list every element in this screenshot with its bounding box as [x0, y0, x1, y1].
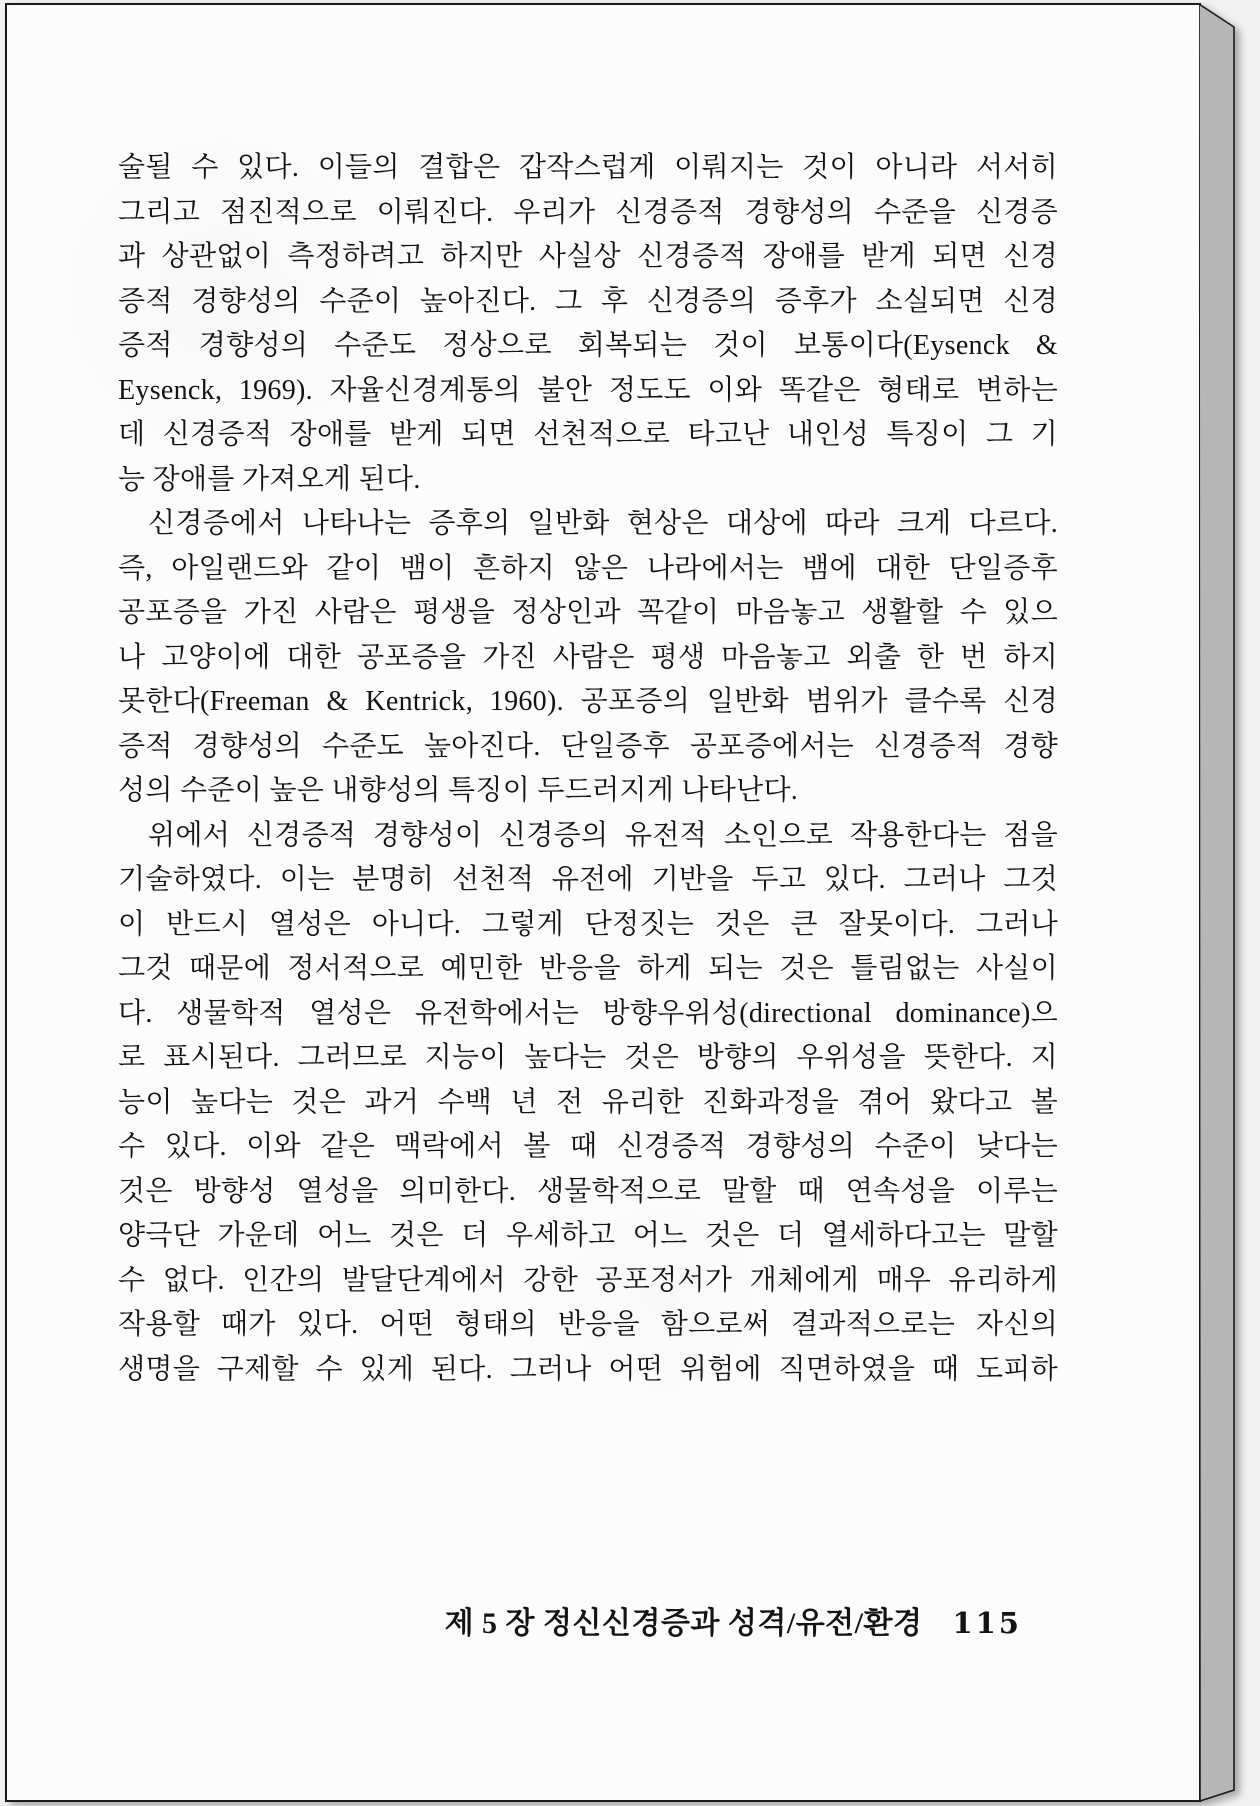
- text-line: 위에서 신경증적 경향성이 신경증의 유전적 소인으로 작용한다는 점을: [148, 819, 1058, 851]
- text-line: 것은 방향성 열성을 의미한다. 생물학적으로 말할 때 연속성을 이루는: [118, 1175, 1058, 1207]
- text-line: 수 없다. 인간의 발달단계에서 강한 공포정서가 개체에게 매우 유리하게: [118, 1264, 1058, 1296]
- book-edge-3d: [1199, 3, 1239, 1804]
- text-line: 그것 때문에 정서적으로 예민한 반응을 하게 되는 것은 틀림없는 사실이: [118, 953, 1058, 984]
- chapter-running-footer: 제 5 장 정신신경증과 성격/유전/환경: [444, 1607, 923, 1640]
- text-line: 이 반드시 열성은 아니다. 그렇게 단정짓는 것은 큰 잘못이다. 그러나: [118, 908, 1058, 940]
- text-line: 데 신경증적 장애를 받게 되면 선천적으로 타고난 내인성 특징이 그 기: [118, 419, 1058, 450]
- text-line: 신경증에서 나타나는 증후의 일반화 현상은 대상에 따라 크게 다르다.: [148, 508, 1058, 539]
- text-line: 수 있다. 이와 같은 맥락에서 볼 때 신경증적 경향성의 수준이 낮다는: [118, 1131, 1058, 1162]
- text-line: 성의 수준이 높은 내향성의 특징이 두드러지게 나타난다.: [118, 775, 799, 806]
- text-line: 기술하였다. 이는 분명히 선천적 유전에 기반을 두고 있다. 그러나 그것: [118, 864, 1058, 895]
- text-line: 과 상관없이 측정하려고 하지만 사실상 신경증적 장애를 받게 되면 신경: [118, 241, 1058, 272]
- text-line: 증적 경향성의 수준이 높아진다. 그 후 신경증의 증후가 소실되면 신경: [118, 285, 1058, 317]
- text-line: 술될 수 있다. 이들의 결합은 갑작스럽게 이뤄지는 것이 아니라 서서히: [118, 152, 1058, 183]
- text-line: 못한다(Freeman & Kentrick, 1960). 공포증의 일반화 범위가 클수록 신경: [118, 686, 1058, 717]
- scanned-page: [5, 3, 1201, 1802]
- book-depth-face: [1199, 4, 1234, 1801]
- text-line: 증적 경향성의 수준도 높아진다. 단일증후 공포증에서는 신경증적 경향: [118, 730, 1058, 762]
- text-line: 양극단 가운데 어느 것은 더 우세하고 어느 것은 더 열세하다고는 말할: [118, 1220, 1058, 1251]
- text-line: 공포증을 가진 사람은 평생을 정상인과 꼭같이 마음놓고 생활할 수 있으: [118, 597, 1058, 628]
- page-footer: [118, 1598, 1022, 1642]
- text-line: Eysenck, 1969). 자율신경계통의 불안 정도도 이와 똑같은 형태로 변하는: [118, 374, 1058, 406]
- text-line: 증적 경향성의 수준도 정상으로 회복되는 것이 보통이다(Eysenck &: [118, 330, 1058, 361]
- text-line: 로 표시된다. 그러므로 지능이 높다는 것은 방향의 우위성을 뜻한다. 지: [118, 1042, 1058, 1073]
- body-text: [118, 146, 1058, 1392]
- text-line: 능 장애를 가져오게 된다.: [118, 463, 421, 495]
- page-number: 115: [952, 1606, 1022, 1640]
- text-line: 생명을 구제할 수 있게 된다. 그러나 어떤 위험에 직면하였을 때 도피하: [118, 1353, 1058, 1385]
- text-line: 그리고 점진적으로 이뤄진다. 우리가 신경증적 경향성의 수준을 신경증: [118, 196, 1058, 228]
- text-line: 즉, 아일랜드와 같이 뱀이 흔하지 않은 나라에서는 뱀에 대한 단일증후: [118, 552, 1058, 584]
- text-line: 나 고양이에 대한 공포증을 가진 사람은 평생 마음놓고 외출 한 번 하지: [118, 641, 1058, 673]
- text-line: 작용할 때가 있다. 어떤 형태의 반응을 함으로써 결과적으로는 자신의: [118, 1309, 1058, 1340]
- text-line: 다. 생물학적 열성은 유전학에서는 방향우위성(directional dominance)으: [118, 997, 1058, 1029]
- text-line: 능이 높다는 것은 과거 수백 년 전 유리한 진화과정을 겪어 왔다고 볼: [118, 1086, 1058, 1118]
